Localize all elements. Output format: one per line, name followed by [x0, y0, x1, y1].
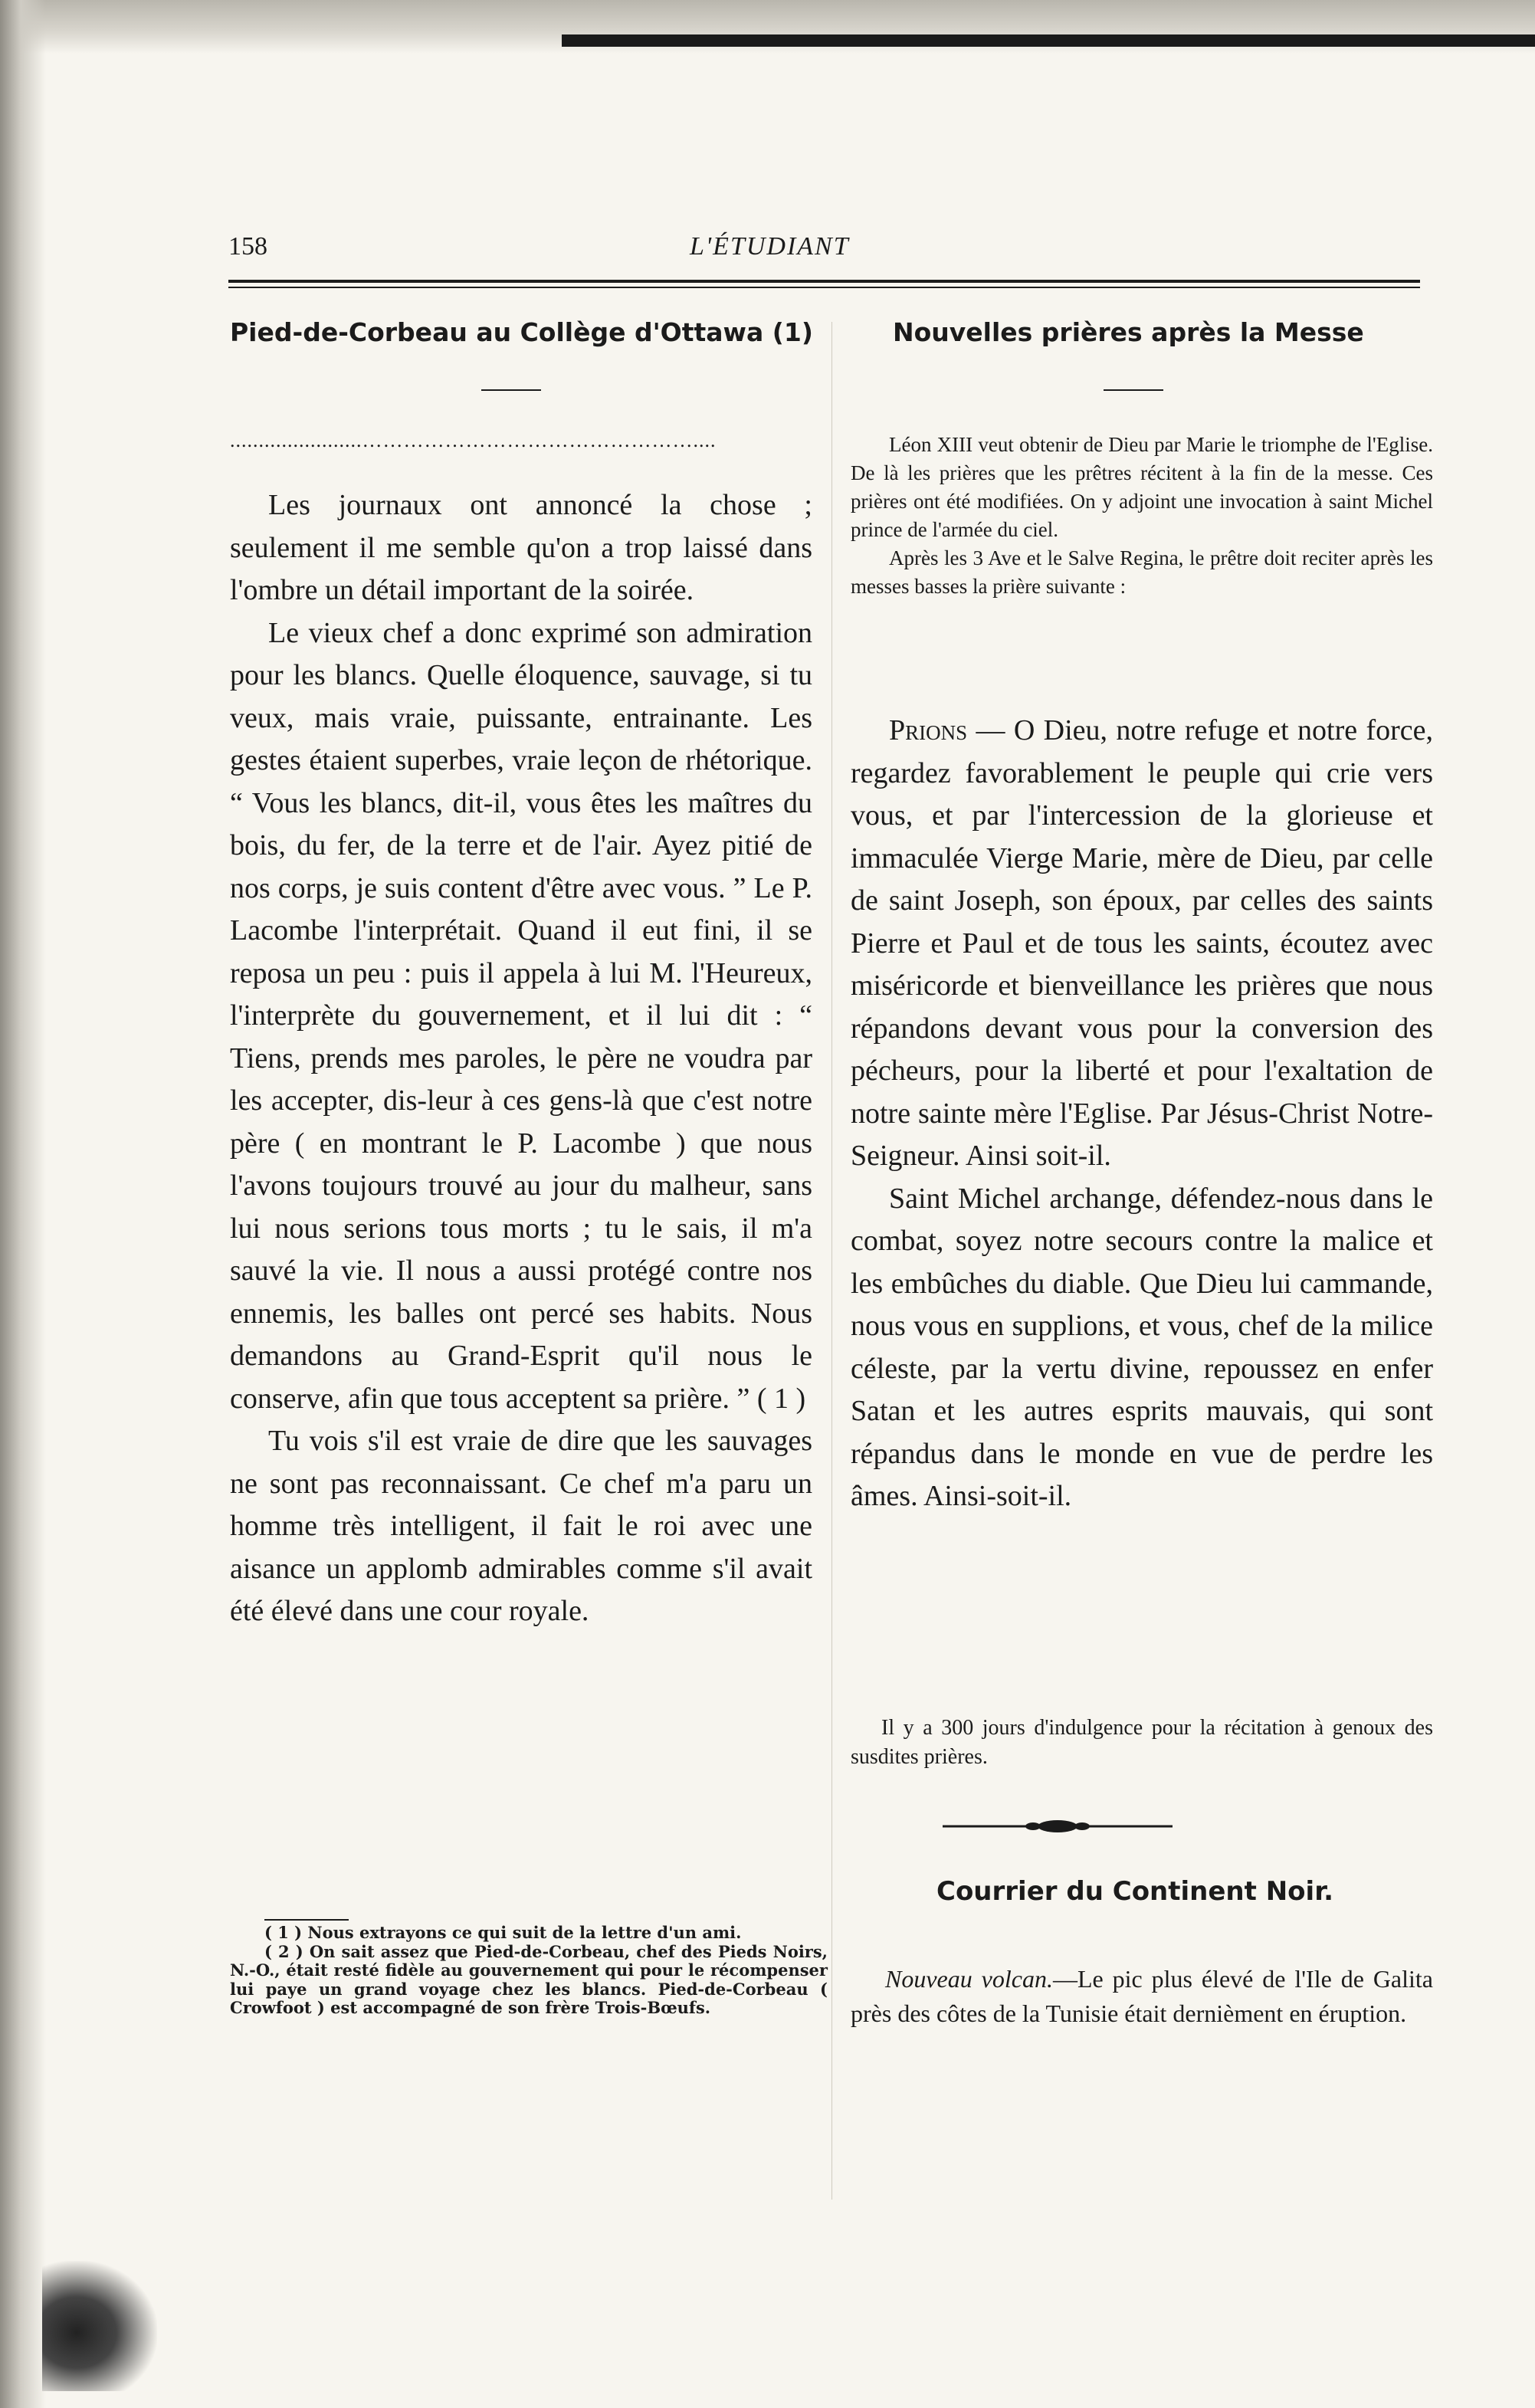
courrier-title: Courrier du Continent Noir.: [936, 1876, 1334, 1907]
right-article-intro: [851, 431, 1433, 601]
right-article-title: Nouvelles prières après la Messe: [893, 317, 1364, 347]
footnote-1: ( 1 ) Nous extrayons ce qui suit de la lettre d'un ami.: [264, 1923, 742, 1942]
prayer-body: [851, 710, 1433, 1518]
header-rule-thin: [228, 287, 1420, 288]
intro-paragraph-1: Léon XIII veut obtenir de Dieu par Marie le triomphe de l'Eglise. De là les prières que les prêtres récitent à la fin de la messe. Ces prières ont été modifiées. On y adjoint une invocation à saint Michel prince de l'armée du ciel.: [851, 433, 1433, 541]
prayer-lead: Prions: [889, 714, 968, 746]
running-title: L'ÉTUDIANT: [690, 232, 850, 261]
left-article-title: Pied-de-Corbeau au Collège d'Ottawa (1): [230, 317, 813, 347]
left-article-body: [230, 484, 812, 1633]
prayer-paragraph: [851, 710, 1433, 1178]
thumb-shadow: [42, 2261, 157, 2391]
ornament-divider-icon: [943, 1818, 1173, 1835]
prayer-text: — O Dieu, notre refuge et notre force, regardez favorablement le peuple qui crie vers vous, et par l'intercession de la glorieuse et immaculée Vierge Marie, mère de Dieu, par celle de saint Joseph, son époux, par celles des saints Pierre et Paul et de tous les saints, écoutez avec miséricorde et bienveillance les prières que nous répandons devant vous pour la conversion des pécheurs, pour la liberté et pour l'exaltation de notre sainte mère l'Eglise. Par Jésus-Christ Notre-Seigneur. Ainsi soit-il.: [851, 714, 1433, 1172]
indulgence-note: [851, 1714, 1433, 1772]
courrier-paragraph: [851, 1962, 1433, 2031]
left-paragraph-1: Les journaux ont annoncé la chose ; seulement il me semble qu'on a trop laissé dans l'ombre un détail important de la soirée.: [230, 489, 812, 606]
left-paragraph-2: Le vieux chef a donc exprimé son admiration pour les blancs. Quelle éloquence, sauvage, si tu veux, mais vraie, puissante, entrainante. Les gestes étaient superbes, vraie leçon de rhétorique. “ Vous les blancs, dit-il, vous êtes les maîtres du bois, du fer, de la terre et de l'air. Ayez pitié de nos corps, je suis content d'être avec vous. ” Le P. Lacombe l'interprétait. Quand il eut fini, il se reposa un peu : puis il appela à lui M. l'Heureux, l'interprète du gouvernement, et il lui dit : “ Tiens, prends mes paroles, le père ne voudra par les accepter, dis-leur à ces gens-là que c'est notre père ( en montrant le P. Lacombe ) que nous l'avons toujours trouvé au jour du malheur, sans lui nous serions tous morts ; tu le sais, il m'a sauvé la vie. Il nous a aussi protégé contre nos ennemis, les balles ont percé ses habits. Nous demandons au Grand-Esprit qu'il nous le conserve, afin que tous acceptent sa prière. ” ( 1 ): [230, 616, 812, 1415]
footnote-2: ( 2 ) On sait assez que Pied-de-Corbeau, chef des Pieds Noirs, N.-O., était resté fidèle au gouvernement qui pour le récompenser lui paye un grand voyage chez les blancs. Pied-de-Corbeau ( Crowfoot ) est accompagné de son frère Trois-Bœufs.: [230, 1941, 828, 2017]
indulgence-text: Il y a 300 jours d'indulgence pour la récitation à genoux des susdites prières.: [851, 1716, 1433, 1769]
left-ellipsis-line: .......................…………………………………………....: [230, 429, 717, 451]
left-title-dash: [481, 389, 541, 391]
column-divider: [831, 322, 832, 2200]
courrier-body: [851, 1962, 1433, 2031]
intro-paragraph-2: Après les 3 Ave et le Salve Regina, le prêtre doit reciter après les messes basses la prière suivante :: [851, 546, 1433, 598]
scan-edge-top: [0, 0, 1535, 54]
michel-paragraph: Saint Michel archange, défendez-nous dans le combat, soyez notre secours contre la malice et les embûches du diable. Que Dieu lui cammande, nous vous en supplions, et vous, chef de la milice céleste, par la vertu divine, repoussez en enfer Satan et les autres esprits mauvais, qui sont répandus dans le monde en vue de perdre les âmes. Ainsi-soit-il.: [851, 1182, 1433, 1512]
courrier-lead: Nouveau volcan.: [885, 1965, 1053, 1993]
footnotes: [230, 1924, 828, 2018]
courrier-text: —Le pic plus élevé de l'Ile de Galita près des côtes de la Tunisie était dernièment en éruption.: [851, 1965, 1434, 2027]
scan-black-bar: [562, 34, 1535, 47]
page-number: 158: [228, 232, 267, 261]
footnote-rule: [264, 1919, 349, 1921]
right-title-dash: [1104, 389, 1163, 391]
left-paragraph-3: Tu vois s'il est vraie de dire que les sauvages ne sont pas reconnaissant. Ce chef m'a paru un homme très intelligent, il fait le roi avec une aisance un applomb admirables comme s'il avait été élevé dans une cour royale.: [230, 1425, 812, 1627]
header-rule-thick: [228, 280, 1420, 283]
scan-edge-left: [0, 0, 46, 2408]
